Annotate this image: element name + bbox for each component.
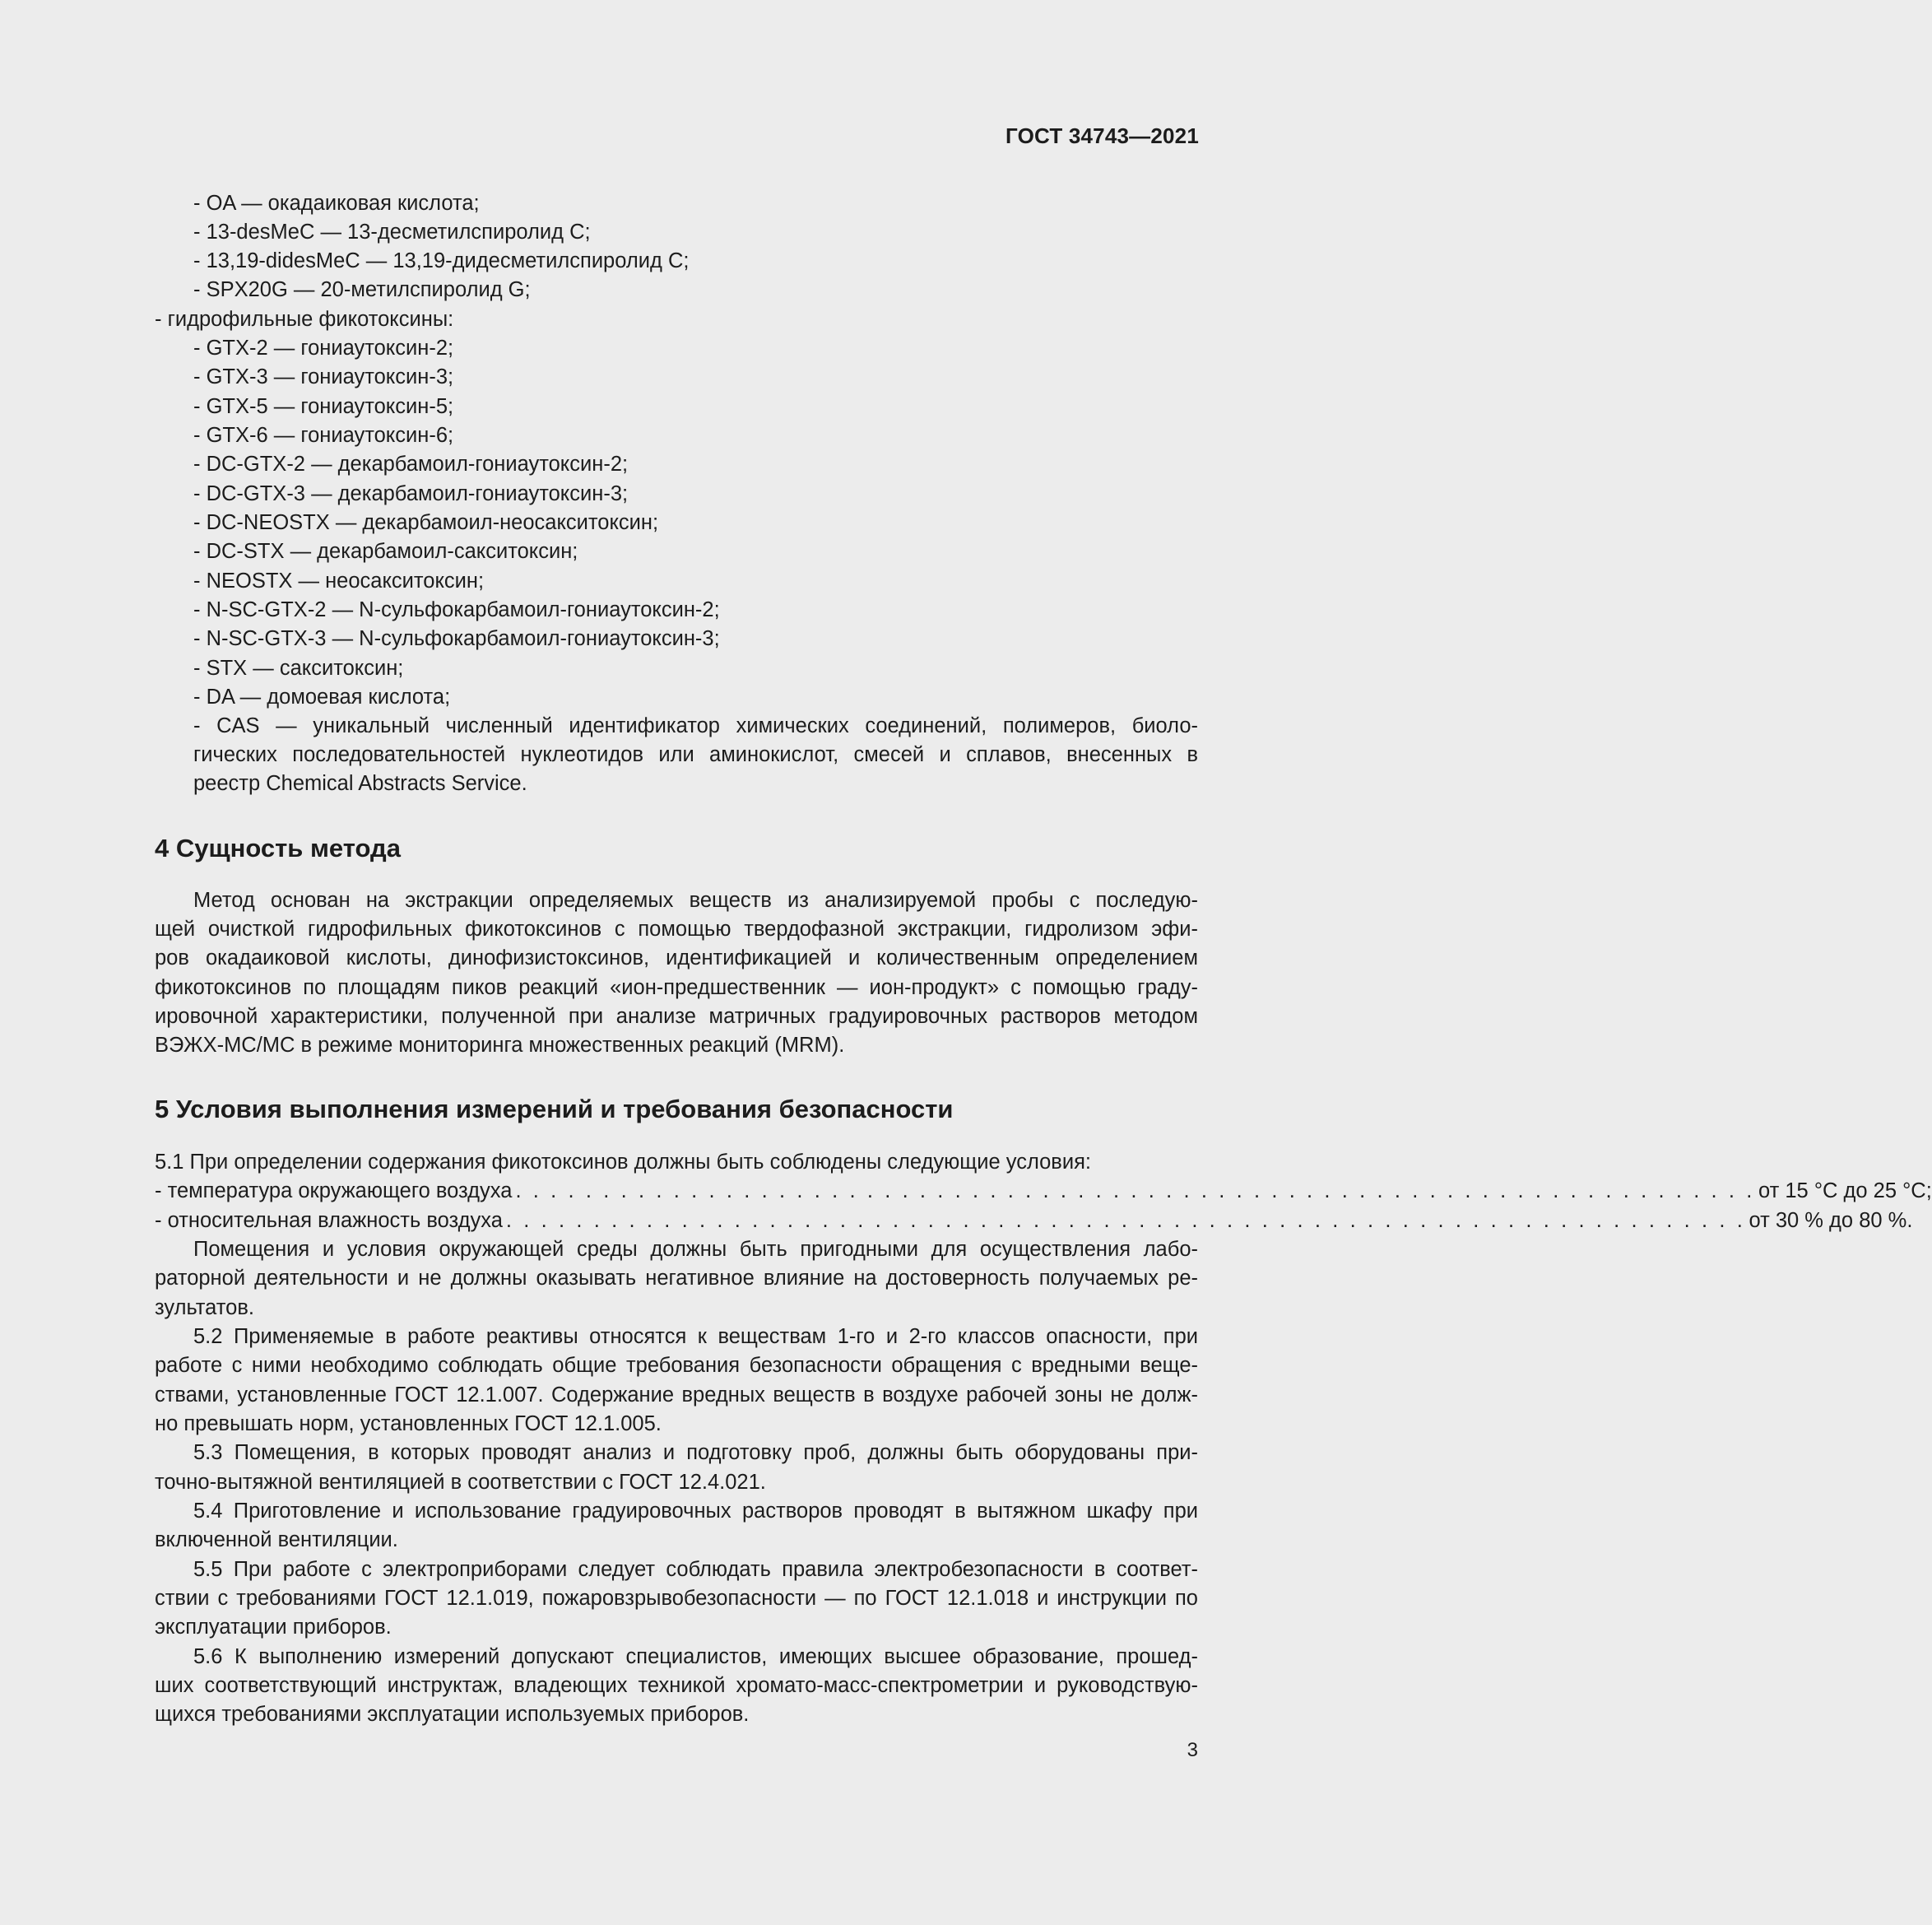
list-item: - SPX20G — 20-метилспиролид G; <box>193 278 531 301</box>
paragraph-line: - CAS — уникальный численный идентификатор химических соединений, полимеров, биоло- <box>193 714 1198 737</box>
list-group-title: - гидрофильные фикотоксины: <box>155 308 454 331</box>
paragraph-line: фикотоксинов по площадям пиков реакций «ион-предшественник — ион-продукт» с помощью граду- <box>155 976 1198 999</box>
paragraph-line: Помещения и условия окружающей среды должны быть пригодными для осуществления лабо- <box>193 1238 1198 1261</box>
paragraph-line: реестр Chemical Abstracts Service. <box>193 772 527 795</box>
list-item: - GTX-2 — гониаутоксин-2; <box>193 337 454 360</box>
list-item: - GTX-5 — гониаутоксин-5; <box>193 395 454 418</box>
section-heading: 5 Условия выполнения измерений и требования безопасности <box>155 1095 954 1123</box>
paragraph-line: 5.5 При работе с электроприборами следует соблюдать правила электробезопасности в соответ- <box>193 1558 1198 1581</box>
list-item: - OA — окадаиковая кислота; <box>193 192 480 215</box>
paragraph-line: ировочной характеристики, полученной при анализе матричных градуировочных растворов методом <box>155 1005 1198 1028</box>
list-item: - N-SC-GTX-2 — N-сульфокарбамоил-гониаутоксин-2; <box>193 598 720 621</box>
paragraph-line: точно-вытяжной вентиляцией в соответствии с ГОСТ 12.4.021. <box>155 1471 766 1494</box>
paragraph-line: ствами, установленные ГОСТ 12.1.007. Содержание вредных веществ в воздухе рабочей зоны не долж- <box>155 1383 1198 1407</box>
list-item: - DC-NEOSTX — декарбамоил-неосакситоксин; <box>193 511 659 534</box>
paragraph-line: но превышать норм, установленных ГОСТ 12.1.005. <box>155 1412 662 1435</box>
list-item: - GTX-6 — гониаутоксин-6; <box>193 424 454 447</box>
dot-leader: . . . . . . . . . . . . . . . . . . . . . . . . . . . . . . . . . . . . . . . . . . . . . . . . . . . . . . . . . . . . . . . . . . . . . . . <box>515 1179 1755 1202</box>
paragraph-line: ров окадаиковой кислоты, динофизистоксинов, идентификацией и количественным определением <box>155 946 1198 969</box>
paragraph-line: ствии с требованиями ГОСТ 12.1.019, пожаровзрывобезопасности — по ГОСТ 12.1.018 и инструкции по <box>155 1587 1198 1610</box>
document-header: ГОСТ 34743—2021 <box>1005 123 1199 148</box>
condition-label: - температура окружающего воздуха <box>155 1179 513 1202</box>
condition-value: от 30 % до 80 %. <box>1749 1209 1913 1232</box>
paragraph-line: ВЭЖХ-МС/МС в режиме мониторинга множественных реакций (MRM). <box>155 1034 845 1057</box>
paragraph-line: 5.1 При определении содержания фикотоксинов должны быть соблюдены следующие условия: <box>155 1151 1091 1174</box>
paragraph-line: ших соответствующий инструктаж, владеющих техникой хромато-масс-спектрометрии и руководствую- <box>155 1674 1198 1697</box>
list-item: - 13,19-didesMeC — 13,19-дидесметилспиролид C; <box>193 249 690 272</box>
list-item: - DC-STX — декарбамоил-сакситоксин; <box>193 540 578 563</box>
section-heading: 4 Сущность метода <box>155 834 401 863</box>
list-item: - GTX-3 — гониаутоксин-3; <box>193 365 454 388</box>
dot-leader: . . . . . . . . . . . . . . . . . . . . . . . . . . . . . . . . . . . . . . . . . . . . . . . . . . . . . . . . . . . . . . . . . . . . . . . <box>505 1209 1746 1232</box>
list-item: - DC-GTX-2 — декарбамоил-гониаутоксин-2; <box>193 453 629 476</box>
list-item: - DC-GTX-3 — декарбамоил-гониаутоксин-3; <box>193 482 629 505</box>
paragraph-line: зультатов. <box>155 1296 254 1319</box>
paragraph-line: щей очисткой гидрофильных фикотоксинов с помощью твердофазной экстракции, гидролизом эфи- <box>155 918 1198 941</box>
paragraph-line: Метод основан на экстракции определяемых веществ из анализируемой пробы с последую- <box>193 889 1198 912</box>
paragraph-line: 5.6 К выполнению измерений допускают специалистов, имеющих высшее образование, прошед- <box>193 1645 1198 1668</box>
paragraph-line: эксплуатации приборов. <box>155 1616 392 1639</box>
paragraph-line: работе с ними необходимо соблюдать общие требования безопасности обращения с вредными веще- <box>155 1354 1198 1377</box>
list-item: - NEOSTX — неосакситоксин; <box>193 570 485 593</box>
list-item: - 13-desMeC — 13-десметилспиролид C; <box>193 221 591 244</box>
paragraph-line: 5.3 Помещения, в которых проводят анализ и подготовку проб, должны быть оборудованы при- <box>193 1441 1198 1464</box>
page-number: 3 <box>1187 1739 1198 1761</box>
condition-row <box>155 1177 1932 1206</box>
paragraph-line: включенной вентиляции. <box>155 1528 398 1551</box>
list-item: - STX — сакситоксин; <box>193 657 404 680</box>
list-item: - DA — домоевая кислота; <box>193 686 451 709</box>
condition-label: - относительная влажность воздуха <box>155 1209 503 1232</box>
list-item: - N-SC-GTX-3 — N-сульфокарбамоил-гониаутоксин-3; <box>193 627 720 650</box>
paragraph-line: 5.4 Приготовление и использование градуировочных растворов проводят в вытяжном шкафу при <box>193 1500 1198 1523</box>
condition-value: от 15 °C до 25 °C; <box>1758 1179 1932 1202</box>
paragraph-line: 5.2 Применяемые в работе реактивы относятся к веществам 1-го и 2-го классов опасности, при <box>193 1325 1198 1348</box>
condition-row <box>155 1207 1913 1235</box>
paragraph-line: раторной деятельности и не должны оказывать негативное влияние на достоверность получаемых ре- <box>155 1267 1198 1290</box>
paragraph-line: гических последовательностей нуклеотидов или аминокислот, смесей и сплавов, внесенных в <box>193 743 1198 766</box>
paragraph-line: щихся требованиями эксплуатации используемых приборов. <box>155 1703 750 1726</box>
